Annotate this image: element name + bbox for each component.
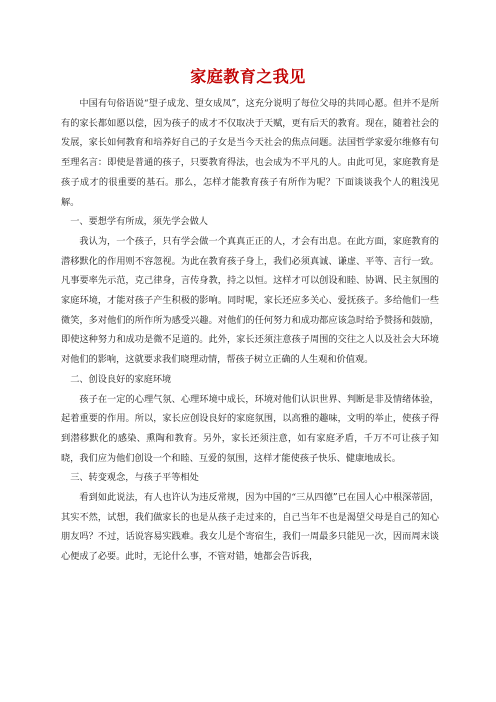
paragraph-section-2: 孩子在一定的心理气氛、心理环境中成长，环境对他们认识世界、判断是非及情绪体验，起着重要的作用。所以，家长应创设良好的家庭氛围，以高雅的趣味，文明的举止，使孩子得到潜移默化的感染、熏陶和教育。另外，家长还须注意，如有家庭矛盾，千万不可让孩子知晓，我们应为他们创设一个和睦、互爱的氛围，这样才能使孩子快乐、健康地成长。: [61, 393, 439, 464]
section-heading-2: 二、创设良好的家庭环境: [70, 373, 172, 385]
paragraph-intro: 中国有句俗语说“望子成龙、望女成凤”，这充分说明了每位父母的共同心愿。但并不是所有的家长都如愿以偿，因为孩子的成才不仅取决于天赋，更有后天的教育。现在，随着社会的发展，家长如何教育和培养好自己的子女是当今天社会的焦点问题。法国哲学家爱尔维修有句至理名言：即使是普通的孩子，只要教育得法，也会成为不平凡的人。由此可见，家庭教育是孩子成才的很重要的基石。那么，怎样才能教育孩子有所作为呢？下面谈谈我个人的粗浅见解。: [61, 98, 439, 208]
paragraph-section-1: 我认为，一个孩子，只有学会做一个真真正正的人，才会有出息。在此方面，家庭教育的潜移默化的作用则不容忽视。为此在教育孩子身上，我们必须真诚、谦虚、平等、言行一致。凡事要率先示范，克己律身，言传身教，持之以恒。这样才可以创设和睦、协调、民主氛围的家庭环境，才能对孩子产生积极的影响。同时呢，家长还应多关心、爱抚孩子。多给他们一些微笑，多对他们的所作所为感受兴趣。对他们的任何努力和成功都应该急时给予赞扬和鼓励，即使这种努力和成功是微不足道的。此外，家长还须注意孩子周围的交往之人以及社会大环境对他们的影响，这就要求我们晓理动情，帮孩子树立正确的人生观和价值观。: [61, 235, 439, 366]
section-heading-3: 三、转变观念，与孩子平等相处: [70, 472, 199, 484]
paragraph-section-3: 看到如此说法，有人也许认为违反常规，因为中国的“三从四德”已在国人心中根深蒂固，其实不然，试想，我们做家长的也是从孩子走过来的，自己当年不也是渴望父母是自己的知心朋友吗？不过，话说容易实践难。我女儿是个寄宿生，我们一周最多只能见一次，因而周末谈心便成了必要。此时，无论什么事，不管对错，她都会告诉我，: [61, 492, 439, 563]
document-body: [61, 94, 439, 567]
document-title: 家庭教育之我见: [190, 67, 306, 86]
section-heading-1: 一、要想学有所成，须先学会做人: [70, 216, 208, 228]
